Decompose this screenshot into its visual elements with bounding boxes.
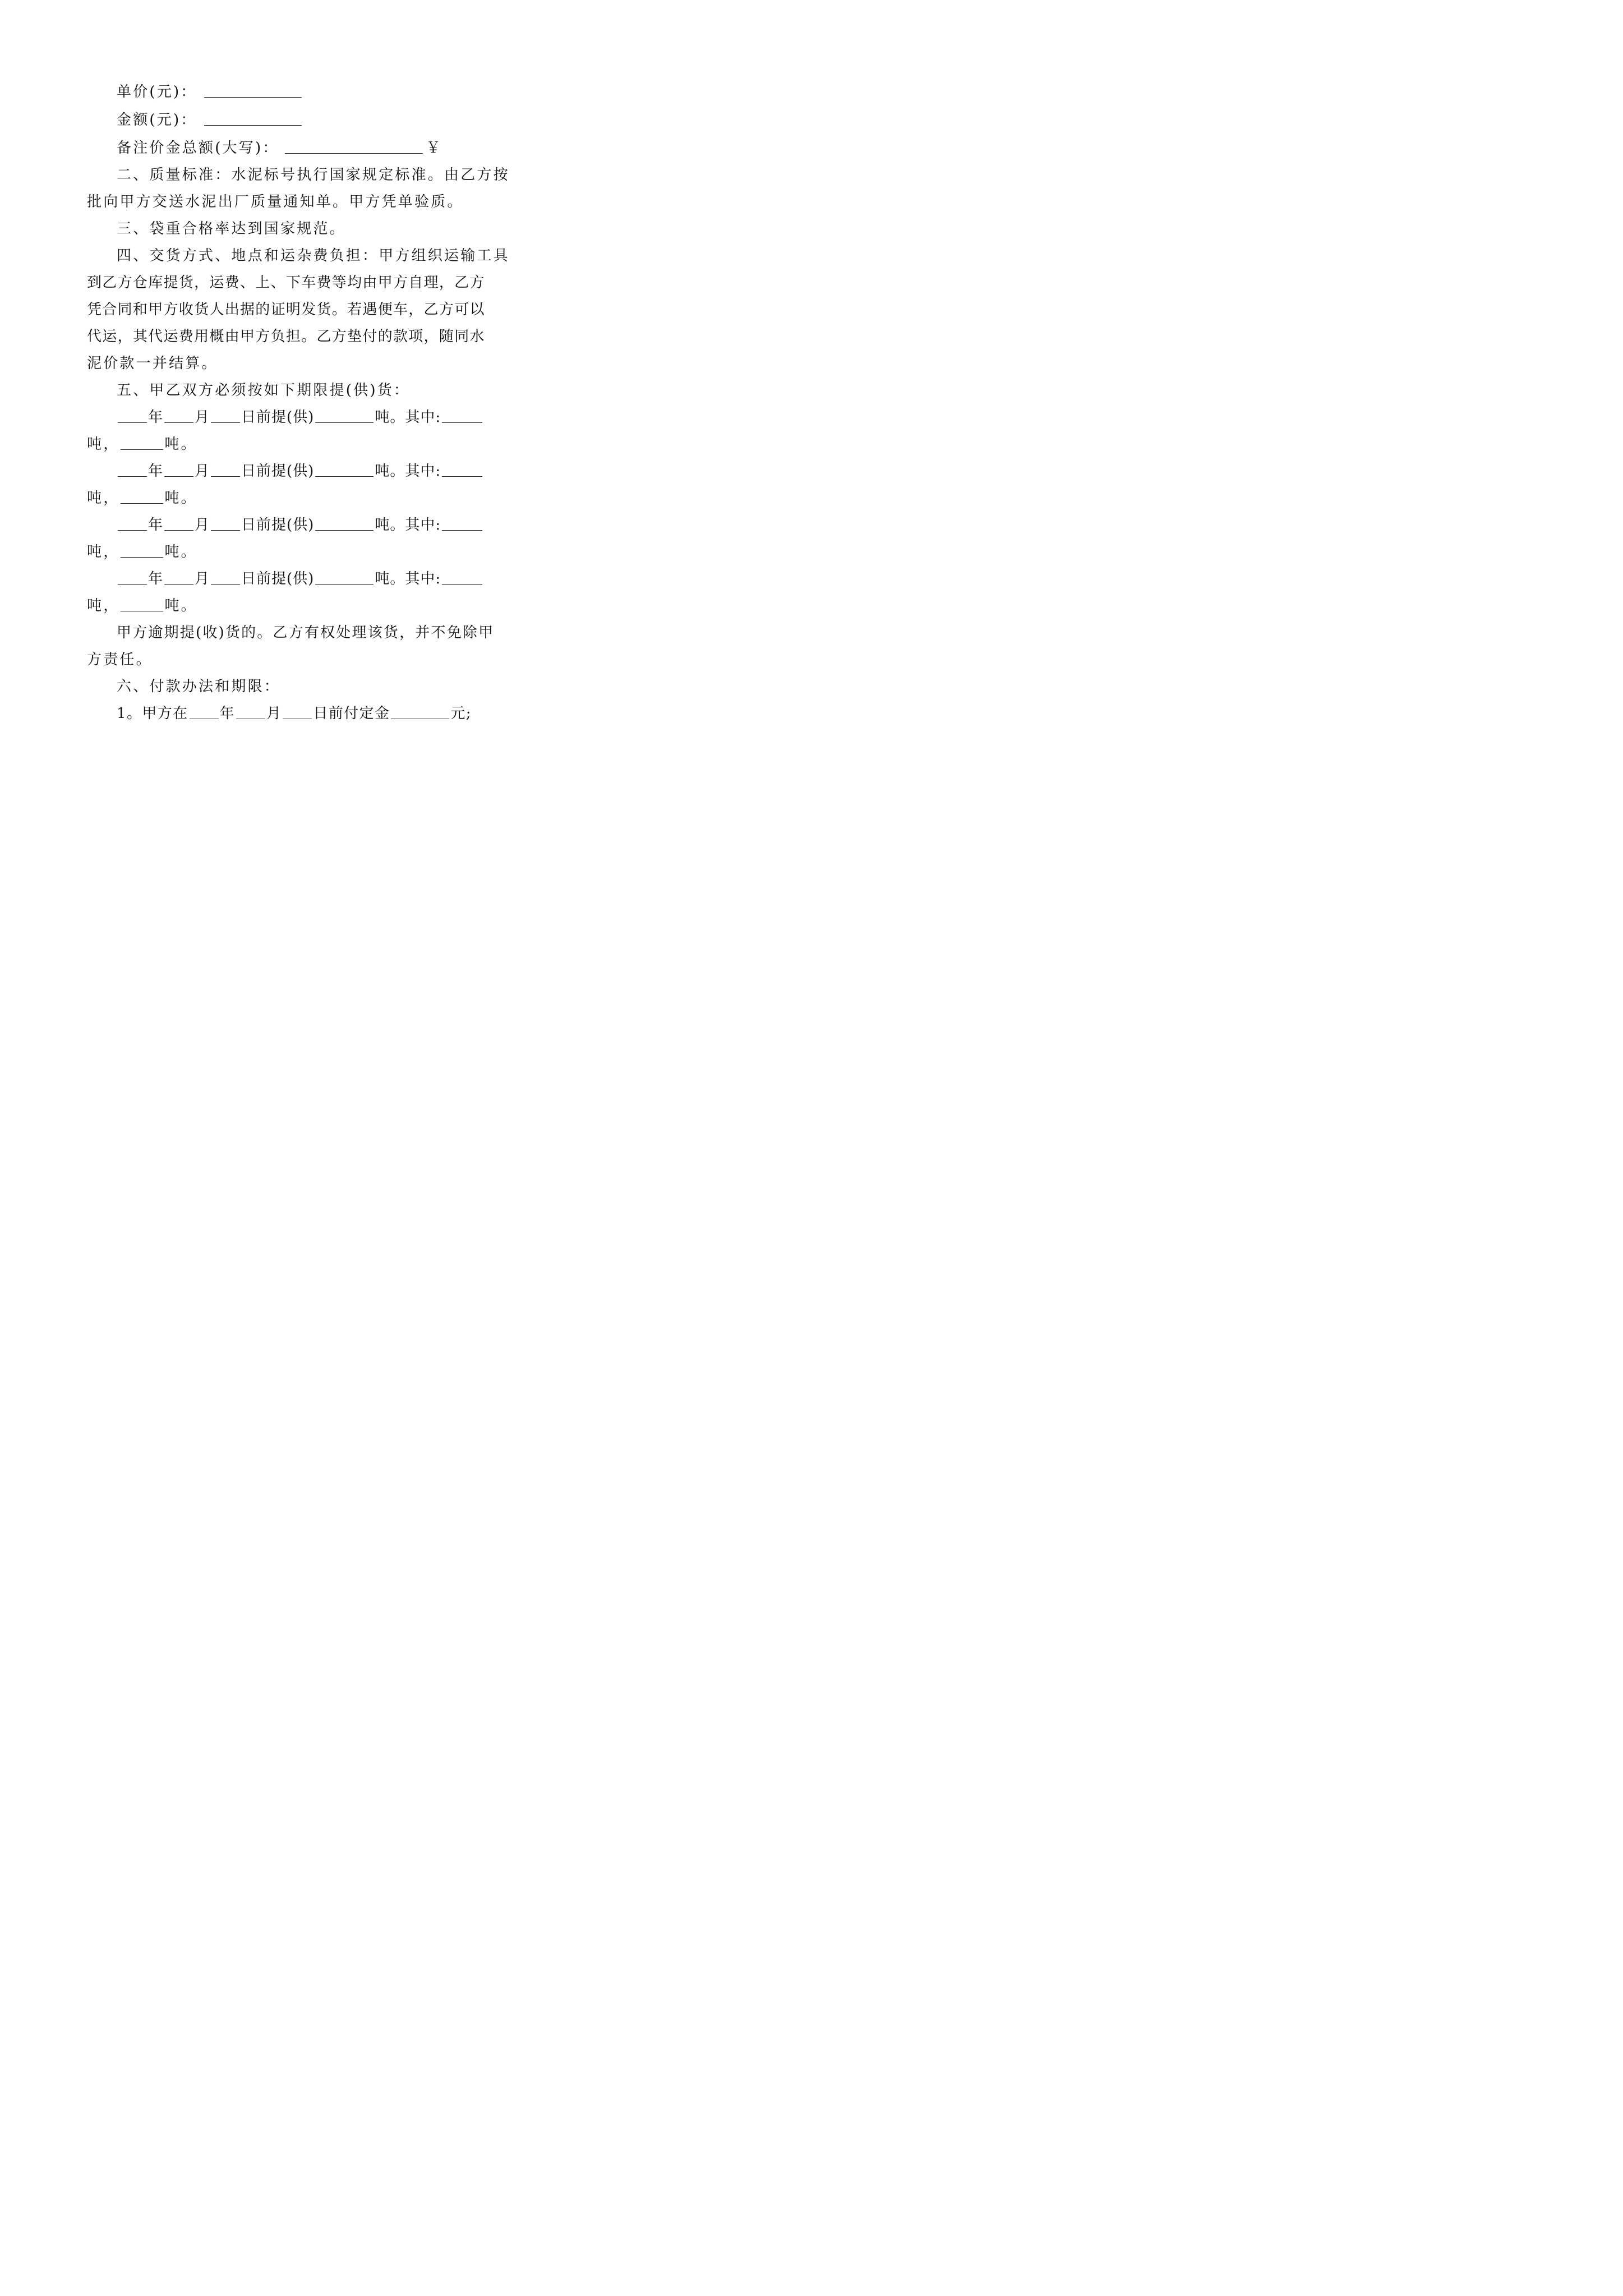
schedule-row-1 — [87, 404, 475, 431]
portion-blank — [121, 540, 163, 558]
year-blank — [118, 406, 147, 423]
clause-text: 代运，其代运费用概由甲方负担。乙方垫付的款项，随同水 — [87, 328, 485, 345]
day-blank — [211, 567, 240, 585]
clause-text: 六、付款办法和期限： — [117, 678, 281, 695]
portion-blank — [442, 513, 482, 531]
payment-prefix: 1。甲方在 — [117, 705, 188, 722]
schedule-row-4 — [87, 565, 475, 592]
clause-text: 五、甲乙双方必须按如下期限提(供)货： — [117, 382, 411, 399]
clause-2-line-1 — [87, 162, 510, 188]
clause-text: 凭合同和甲方收货人出据的证明发货。若遇便车，乙方可以 — [87, 301, 485, 318]
total-blank — [285, 136, 423, 154]
clause-6-heading — [87, 673, 475, 700]
month-label: 月 — [195, 570, 210, 587]
unit-price-label: 单价(元)： — [117, 84, 197, 100]
tons-label: 吨， — [87, 544, 120, 560]
day-blank — [283, 702, 312, 719]
day-action-label: 日前提(供) — [241, 517, 315, 533]
tons-end-label: 吨。 — [164, 490, 197, 507]
yuan-sign: ￥ — [426, 140, 442, 157]
clause-4-line-2 — [87, 269, 485, 296]
schedule-row-3 — [87, 512, 475, 539]
clause-text: 三、袋重合格率达到国家规范。 — [117, 220, 346, 237]
year-blank — [118, 459, 147, 477]
month-label: 月 — [195, 409, 210, 426]
quantity-blank — [315, 459, 374, 477]
month-blank — [164, 459, 193, 477]
amount-label: 金额(元)： — [117, 112, 197, 128]
clause-text: 批向甲方交送水泥出厂质量通知单。甲方凭单验质。 — [87, 194, 464, 210]
amount-blank — [204, 108, 302, 126]
month-blank — [236, 702, 265, 719]
clause-text: 二、质量标准：水泥标号执行国家规定标准。由乙方按 — [117, 167, 510, 183]
payment-line-1 — [87, 700, 475, 727]
tons-end-label: 吨。 — [164, 544, 197, 560]
year-label: 年 — [148, 517, 164, 533]
schedule-row-2 — [87, 458, 475, 485]
day-action-label: 日前提(供) — [241, 570, 315, 587]
year-label: 年 — [148, 463, 164, 480]
year-label: 年 — [148, 409, 164, 426]
month-label: 月 — [195, 517, 210, 533]
day-blank — [211, 459, 240, 477]
tons-of-label: 吨。其中: — [375, 570, 441, 587]
clause-text: 四、交货方式、地点和运杂费负担：甲方组织运输工具 — [117, 247, 510, 264]
late-pickup-line-2 — [87, 646, 475, 673]
tons-of-label: 吨。其中: — [375, 517, 441, 533]
tons-of-label: 吨。其中: — [375, 463, 441, 480]
clause-5-line-1 — [87, 377, 475, 404]
clause-4-line-1 — [87, 242, 510, 269]
unit-price-line — [87, 79, 475, 105]
portion-blank — [121, 486, 163, 504]
deposit-label: 日前付定金 — [313, 705, 390, 722]
clause-3-line-1 — [87, 215, 475, 242]
tons-label: 吨， — [87, 436, 120, 453]
schedule-cont-1 — [87, 431, 475, 458]
total-label: 备注价金总额(大写)： — [117, 140, 279, 157]
tons-label: 吨， — [87, 490, 120, 507]
late-pickup-line-1 — [87, 619, 495, 646]
schedule-cont-2 — [87, 485, 475, 512]
amount-line — [87, 107, 475, 134]
clause-text: 方责任。 — [87, 651, 153, 668]
deposit-blank — [391, 702, 449, 719]
month-blank — [164, 513, 193, 531]
day-action-label: 日前提(供) — [241, 409, 315, 426]
tons-label: 吨， — [87, 597, 120, 614]
portion-blank — [442, 406, 482, 423]
clause-4-line-3 — [87, 296, 485, 323]
clause-text: 泥价款一并结算。 — [87, 355, 218, 372]
day-blank — [211, 513, 240, 531]
quantity-blank — [315, 513, 374, 531]
schedule-cont-3 — [87, 539, 475, 565]
clause-text: 到乙方仓库提货，运费、上、下车费等均由甲方自理，乙方 — [87, 274, 485, 291]
tons-of-label: 吨。其中: — [375, 409, 441, 426]
clause-4-line-5 — [87, 350, 475, 377]
month-blank — [164, 567, 193, 585]
portion-blank — [121, 432, 163, 450]
year-blank — [118, 567, 147, 585]
month-blank — [164, 406, 193, 423]
year-label: 年 — [148, 570, 164, 587]
unit-price-blank — [204, 80, 302, 98]
day-blank — [211, 406, 240, 423]
contract-page — [0, 0, 561, 793]
month-label: 月 — [266, 705, 282, 722]
tons-end-label: 吨。 — [164, 436, 197, 453]
portion-blank — [442, 459, 482, 477]
clause-4-line-4 — [87, 323, 485, 350]
clause-text: 甲方逾期提(收)货的。乙方有权处理该货，并不免除甲 — [117, 624, 495, 641]
quantity-blank — [315, 406, 374, 423]
schedule-cont-4 — [87, 592, 475, 619]
unit-label: 元; — [450, 705, 472, 722]
tons-end-label: 吨。 — [164, 597, 197, 614]
day-action-label: 日前提(供) — [241, 463, 315, 480]
year-blank — [190, 702, 219, 719]
clause-2-line-2 — [87, 188, 475, 215]
portion-blank — [442, 567, 482, 585]
total-line — [87, 135, 475, 162]
quantity-blank — [315, 567, 374, 585]
month-label: 月 — [195, 463, 210, 480]
portion-blank — [121, 594, 163, 611]
year-blank — [118, 513, 147, 531]
year-label: 年 — [219, 705, 235, 722]
